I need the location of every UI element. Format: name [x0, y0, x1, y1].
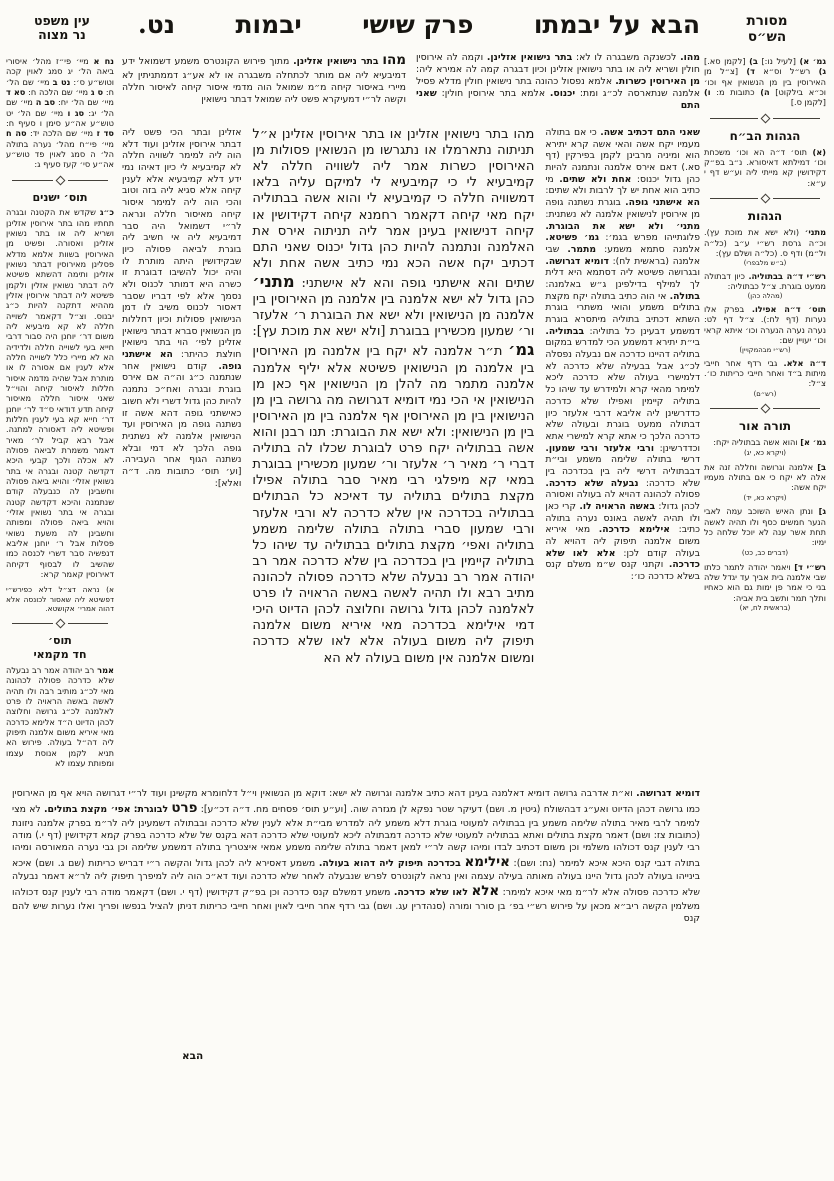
hagahot-entry: תוס׳ ד״ה אפילו. בפרק אלו נערות (דף לח:). צ״ל דף לט: נערה נערה הנערה וכו׳ איתא קראי וכו׳ יעויין שם: (רש״י מבהמקויין) [704, 303, 826, 355]
tosafot-yeshanim-title: תוס׳ ישנים [32, 190, 88, 204]
masoret-hashas-title: מסורת הש״ס [746, 13, 788, 45]
ornament-icon [55, 175, 65, 185]
hagahot-entry: מתני׳ (ולא ישא את מוכת עץ). וכ״ה גרסת רש״י ע״ב (כל״ה ול״מ) ודף ס. (כל״ה ושלם עץ): (ב״ש מלבפרי) [704, 227, 826, 268]
section-divider [710, 195, 820, 202]
hagahot-bach-title: הגהות הב״ח [729, 128, 801, 143]
section-divider [12, 620, 108, 627]
verse-source: (דברים כב, כט) [741, 548, 789, 557]
torah-or-verse: גמ׳ א] והוא אשה בבתוליה יקח: [713, 437, 826, 448]
verse-source: (ויקרא כא, יג) [743, 448, 787, 457]
ornament-icon [55, 619, 65, 629]
tosafot-yeshanim-text: כ״ג שקדש את הקטנה ובגרה תחתיו מהו בתר אירוסין אזלינן ושריא ליה או בתר נשואין אזלינן ואסורה. ופשיט מן האירוסין בשוות אלמא מדלא פסלינן מאירוסין דבתר נשואין אזלינן ותימה דהשתא פשיטא ליה דבתר נשואין אזלין ולקמן פשיטא ליה דבתר אירוסין אזלין מההיא דתקנה להיות כ״ג יבנוס. וצ״ל דקאמר לשוייה חללה לא קא מיבעיא ליה משום דר׳ יוחנן היה סבור דרבי חייא בעי לשוייה חללה ולדידיה הא לא מיירי כלל לשוייה חללה אלא לענין אם אסורה לו או מותרת אבל שהיה מדמה איסור חללות לאיסור קיחה והוי״ל שאני איסור חללה מאיסור קיחה תדע דודאי ס״ד לר׳ יוחנן דר׳ חייא קא בעי לענין חללות ופשיטא ליה דאסורה למתנה. אבל רבא קביל לר׳ מאיר דאמר משמרת לביאה פסולה לא אכלה ולכך קבעי היכא דקדשה קטנה ובגרה אי בתר נשואין אזלי׳ והויא ביאה פסולה וחשבינן לה כנבעלה קודם שנתמנה והיכא דקדשה קטנה ובגרה אי בתר נשואין אזלי׳ והויא ביאה פסולה ומפותה וחשבינן לה משעת נשואי פסלות אבל ר׳ יוחנן אליבא דנפשיה סבר דשרי לכנסה כמו שהשיב לו לבסוף דקיחה דאירוסין קאמר קרא: [6, 207, 114, 579]
masechet-name: יבמות [235, 10, 302, 39]
torah-or-verse: רש״י ד] ויאמר יהודה לתמר כלתו שבי אלמנה בית אביך עד יגדל שלה בני כי אמר פן ימות גם הוא כאחיו ותלך תמר ותשב בית אביה: [704, 561, 826, 603]
tosafot-bottom-block: דומיא דגרושה. וא״ת אדרבה גרושה דומיא דאלמנה בעינן דהא כתיב אלמנה וגרושה לא ישא: דוקא מן הנשואין וי״ל דלחומרא מקשינן ועוד לר״י דגרושה הויא אף מן האירוסין כמו גרושה דכהן הדיוט ואע״ג דבהשולח (גיטין מ. ושם) דעיקר שטר נפקא לן מגזרה שוה. [וע״ע תוס׳ פסחים מח. ד״ה דכ״ע]: פרט לבוגרת: אפי׳ מקצת בתולים. לא מצי למימר לרבי מאיר בתולה שלימה משמע בין בבתוליה למעוטי בוגרת דלא משמע ליה למדרש מבי״ת אלא לענין שלא כדרכה ובבתולה דשמעינן ליה לר״מ בפרק אלמנה ניזונת (כתובות צז: ושם) דאמר מקצת בתולים ואתא בבתוליה למעוטי שלא כדרכה דמבתולה ליכא למעוטי שלא כדרכה דהא בקנס של שלא כדרכה בפרק קמא דקידושין (דף י.) מודה רבי לענין קנס דכולהו משלמי וכן משום דכתיב לבדו ומיהו קשה לר״י למאן דאמר בתולה שלימה משמע אמאי איצטריך בתולה דמשמע שלימה וכן גבי נערה המאורסה ומיהו בתולה דגבי קנס היכא איכא למימר (נח: ושם): אילימא בכדרכה תיפוק ליה דהוא בעולה. משמע דאסירא ליה לכהן גדול והקשה ר״י דבריש כריתות (שם ג. ושם) איכא בינייהו בעולה לכהן גדול היינו בעולה מאותה בעילה עצמה ואין נראה לקונטרס לפרש שנבעלה לאחר שלא כדרכה ועוד דא״כ הוה ליה למיפרך תיפוק ליה לר״א דאמר נבעלה שלא כדרכה פסולה אלא לר״מ מאי איכא למימר: אלא לאו שלא כדרכה. משמע דמשלם קנס כדרכה וכן בפ״ק דקידושין (דף י. ושם) דקאמר מודה רבי לענין קנס דכולהו משלמין הקשה ריב״א מכאן על פירוש רש״י בפ׳ בן סורר ומורה (סנהדרין עג. ושם) גבי רדף אחר חייבי לאוין ואחר חייבי כריתות דניתן להציל בנפשו ופריך ואלו נערות שיש להם קנס [12, 788, 700, 925]
daf-number: נט. [138, 10, 176, 39]
hagahot-attribution: (מהלה כהן) [747, 292, 783, 301]
section-divider [710, 405, 820, 412]
catchword: הבא [182, 1050, 204, 1062]
hagahot-title: הגהות [747, 209, 783, 224]
ornament-icon [760, 194, 770, 204]
ein-mishpat-entries: נח א מיי׳ פי״ז מהל׳ איסורי ביאה הל׳ יג סמג לאוין קכה וטוש״ע ס׳: נט ב מיי׳ שם הל׳ ח: ס ג מיי׳ שם הלכה ח: סא ד מיי׳ שם הל׳ יח: סב ה מיי׳ שם הל׳ יג: סג ו מיי׳ שם הל׳ יט טוש״ע אה״ע סימן ו סעיף ח: סד ז מיי׳ שם הלכה יד: סה ח מיי׳ פי״ח מהל׳ נערה בתולה הל׳ ה סמג לאוין פד טוש״ע אה״ע סי׳ קעז סעיף ג: [6, 56, 115, 170]
hagahot-attribution: (ב״ש מלבפרי) [743, 259, 787, 268]
hagahot-entry: ד״ה אלא. גבי רדף אחר חייבי מיתות ב״ד ואחר חייבי כריתות כו׳. צ״ל: (רש״ם) [704, 357, 826, 398]
hagahot-entry: רש״י ד״ה בבתוליה. כיון דבתולה ממעט בוגרת. צ״ל כבתוליה: (מהלה כהן) [704, 270, 827, 301]
perek-name: הבא על יבמתו [533, 10, 700, 39]
chad-mikamai-title: תוס׳ חד מקמאי [33, 634, 87, 662]
section-divider [12, 177, 108, 184]
ein-mishpat-title: עין משפט נר מצוה [34, 13, 90, 43]
hagahot-bach-text: (א) תוס׳ ד״ה הא וכו׳ משכחת וכו׳ דמילתא דאיסורא. נ״ב בפ״ק דקידושין קא מייתי ליה וע״ש דף י ע״א: [704, 146, 826, 188]
gemara-column: מהו בתר נישואין אזלינן או בתר אירוסין אזלינן א״ל תניתוה נתארמלו או נתגרשו מן הנשואין פסולות מן האירוסין כשרות אמר ליה לשוויה חללה לא קמיבעיא לי כי קמיבעיא לי למיקם עליה בלאו דמשוויה חללה כי קמיבעיא לי והוא אשה בבתוליה יקח מאי קיחה דקאמר רחמנא קיחה דקידושין או קיחה דנישואין בעינן אמר ליה תניתוה אירס את האלמנה ונתמנה להיות כהן גדול יכנוס שאני התם דכתיב יקח אשה הכא נמי כתיב אשה אחת ולא שתים והא אישתני גופה והא לא אישתני: מתני׳ כהן גדול לא ישא אלמנה בין אלמנה מן האירוסין בין אלמנה מן הנישואין ולא ישא את הבוגרת ר׳ אלעזר ור׳ שמעון מכשירין בבוגרת [ולא ישא את מוכת עץ]: גמ׳ ת״ר אלמנה לא יקח בין אלמנה מן האירוסין בין אלמנה מן הנישואין פשיטא אלא יליף אלמנה אלמנה מתמר מה להלן מן הנישואין אף כאן מן הנישואין אי הכי נמי דומיא דגרושה מה גרושה בין מן הנישואין בין מן האירוסין אף אלמנה בין מן האירוסין בין מן הנישואין: ולא ישא את הבוגרת: תנו רבנן והוא אשה בבתוליה יקח פרט לבוגרת שכלו לה בתוליה דברי ר׳ מאיר ר׳ אלעזר ור׳ שמעון מכשירין בבוגרת במאי קא מיפלגי רבי מאיר סבר בתולה אפילו מקצת בתולים בתוליה עד דאיכא כל הבתולים בבתוליה בכדרכה אין שלא כדרכה לא ורבי אלעזר ורבי שמעון סברי בתולה בתולה שלימה משמע בתוליה ואפי׳ מקצת בתולים בבתוליה עד שיהו כל בתוליה קיימין בין בכדרכה בין שלא כדרכה אמר רב יהודה אמר רב נבעלה שלא כדרכה פסולה לכהונה מתיב רבא ולו תהיה לאשה באשה הראויה לו פרט לאלמנה לכהן גדול גרושה וחלוצה לכהן הדיוט היכי דמי אילימא בכדרכה מאי איריא משום אלמנה תיפוק ליה משום בעולה אלא לאו שלא כדרכה ומשום אלמנה אין משום בעולה לא הא [252, 127, 535, 666]
tosafot-yeshanim-footnote: א) נראה דצ״ל דלא כפירש״י דפשיטא ליה שאסור לכונסה אלא דהוה אמרי׳ אקושטא. [6, 585, 114, 613]
three-column-area [122, 127, 700, 787]
page-headline [138, 10, 700, 39]
masoret-references: גמ׳ א) [לעיל נו:] ב) [לקמן סא.] ג) רש״ל וס״א ד) [צ״ל מן האירוסין בין מן הנשואין אף וכו׳ וכ״א בילקוט] ה) כתובות מ: ו) [לקמן ס.] [704, 56, 827, 108]
verse-source: (בראשית לח, יא) [739, 603, 791, 612]
torah-or-verse: ג] ונתן האיש השוכב עמה לאבי הנער חמשים כסף ולו תהיה לאשה תחת אשר ענה לא יוכל שלחה כל ימיו: [704, 506, 827, 548]
ornament-icon [760, 113, 770, 123]
torah-or-title: תורה אור [738, 419, 792, 434]
perek-number: פרק שישי [362, 10, 474, 39]
section-divider [710, 115, 820, 122]
rashi-column: שאני התם דכתיב אשה. כי אם בתולה מעמיו יקח אשה והאי אשה קרא יתירא הוא ומיניה מרבינן לקמן בפירקין (דף סא.) דאם אירס אלמנה ונתמנה להיות כהן גדול יכנוס: אחת ולא שתים. מי כתיב הוא אחת יש לך לרבות ולא שתים: הא אישתני גופה. בוגרת נשתנה גופה מן אירוסין לנישואין אלמנה לא נשתנית: מתני׳ ולא ישא את הבוגרת. פלוגתייהו מפרש בגמ׳: גמ׳ פשיטא. אלמנה סתמא משמע: מתמר. שבי אלמנה (בראשית לח): דומיא דגרושה. ובגרושה פשיטא ליה דסתמא היא דלית לך למילף בדילפינן ג״ש באלמנה: בתולה. אי הוה כתיב בתולה יקח מקצת בתולים משמע והואי משתרי בוגרת השתא דכתיב בתוליה מיתסרא בוגרת דמשמע דבעינן כל בתוליה: בבתוליה. בי״ת יתירא דמשמע הכי למדרש במקום בתוליה דהיינו כדרכה אם נבעלה נפסלה לכ״ג אבל בבעילה שלא כדרכה לא דלמישרי בעולה שלא כדרכה ליכא למימר מהאי קרא ולמידרש עד שיהו כל בתוליה קיימין ואפילו שלא כדרכה כדדרשינן ליה אליבא דרבי אלעזר כיון דבתולה ממעט בוגרת ובעולה שלא כדרכה הלכך כי אתא קרא למישרי אתא וכדדרשינן: ורבי אלעזר ורבי שמעון. דרשי בתולה שלימה משמע ובי״ת דבבתוליה דרשי ליה בין בכדרכה בין שלא כדרכה: נבעלה שלא כדרכה. פסולה לכהונה דהויא לה בעולה ואסורה לכהן גדול: באשה הראויה לו. קרי כאן ולו תהיה לאשה באונס נערה בתולה כתיב: אילימא כדרכה. מאי איריא משום אלמנה תיפוק ליה דהויא לה בעולה קודם לכן: אלא לאו שלא כדרכה. וקתני קנס ש״מ משלם קנס בשלא כדרכה כו׳: [545, 127, 700, 583]
left-margin-column [6, 56, 114, 768]
top-commentary-row [122, 52, 700, 126]
hagahot-attribution: (רש״י מבהמקויין) [739, 346, 791, 355]
tosafot-top-block: מהו בתר נישואין אזלינן. מתוך פירוש הקונטרס משמע דשמואל ידע דמיבעיא ליה אם מותר לכתחלה משבגרה או לא אע״ג דממתניתין לא מיירי באיסור קיחה מ״מ שמואל הוה מדמי איסור קיחה לאיסור חללה וקשה לר״י דמעיקרא פשט ליה שמואל דבתר נישואין [122, 52, 406, 105]
torah-or-verse: ב] אלמנה וגרושה וחללה זנה את אלה לא יקח כי אם בתולה מעמיו יקח אשה: [704, 461, 826, 493]
rashi-top-block: מהו. לכשנקה משבגרה לו לא: בתר נישואין אזלינן. וקמה לה אירוסין חולין ושריא ליה או בתר נישואין אזלינן וכיון דבגרה קמה לה אמירא ליה: מן האירוסין כשרות. אלמא נפסול כהונה בתר נישואין חולין מדלא פסיל אלמנה שנתארסה לכ״ג ומת: יכנוס. אלמא בתר אירוסין חולין: שאני התם [416, 52, 700, 112]
verse-source: (ויקרא כא, יד) [743, 493, 787, 502]
ornament-icon [760, 404, 770, 414]
chad-mikamai-text: אמר רב יהודה אמר רב נבעלה שלא כדרכה פסולה לכהונה מאי לכ״ג מותיב רבה ולו תהיה לאשה באשה הראויה לו פרט לאלמנה לכ״ג גרושה וחלוצה לכהן הדיוט ה״ד אלימא כדרכה מאי איריא משום אלמנה תיפוק ליה דה״ל בעולה. פירוש הא תניא לקמן אנוסת עצמו ומפותת עצמו לא [6, 664, 114, 768]
hagahot-attribution: (רש״ם) [753, 389, 777, 398]
main-text-block [122, 52, 700, 787]
right-margin-column [704, 56, 826, 617]
tosafot-column: אזלינן ובתר הכי פשט ליה דבתר אירוסין אזלינן ועוד דלא הוה ליה למימר לשוויה חללה לא קמיבעיא לי כיון דאיהו נמי ידע דלא קמיבעיא אלא לענין קיחה אלא סגיא ליה בזה וטוב והכי הוה ליה למימר איסור קיחה מאיסור חללה ונראה לר״י דשמואל היה סבר דמיבעיא ליה אי חשיב ליה בוגרת לביאה פסולה כיון שבקידושין היתה מותרת לו והיה יכול להשיבו דבוגרת זו כשרה היא דמותר לכנוס ולא נסמך אלא לפי דבריו שסבר דאסור לכנוס משיב לו דמן הנישואין פסולות וכיון דחללות מן הנשואין סברא דבתר נישואין אזלינן לפי׳ הוי בתר נישואין חולצת כהיתר: הא אישתני גופה. קודם נישואין אחר שנתמנה כ״ג וה״ה אם אירס בוגרת ובגרה ואח״כ נתמנה להיות כהן גדול דשרי ולא חשוב כאישתני גופה דהא אשה זו נשתנה גופה מן האירוסין ועד הנישואין אלמנה לא נשתנית גופה הלכך לא דמי ובלא נשתנה הגוף אחר העבירה. [וע׳ תוס׳ כתובות מה. ד״ה ואלא]: [122, 127, 242, 489]
